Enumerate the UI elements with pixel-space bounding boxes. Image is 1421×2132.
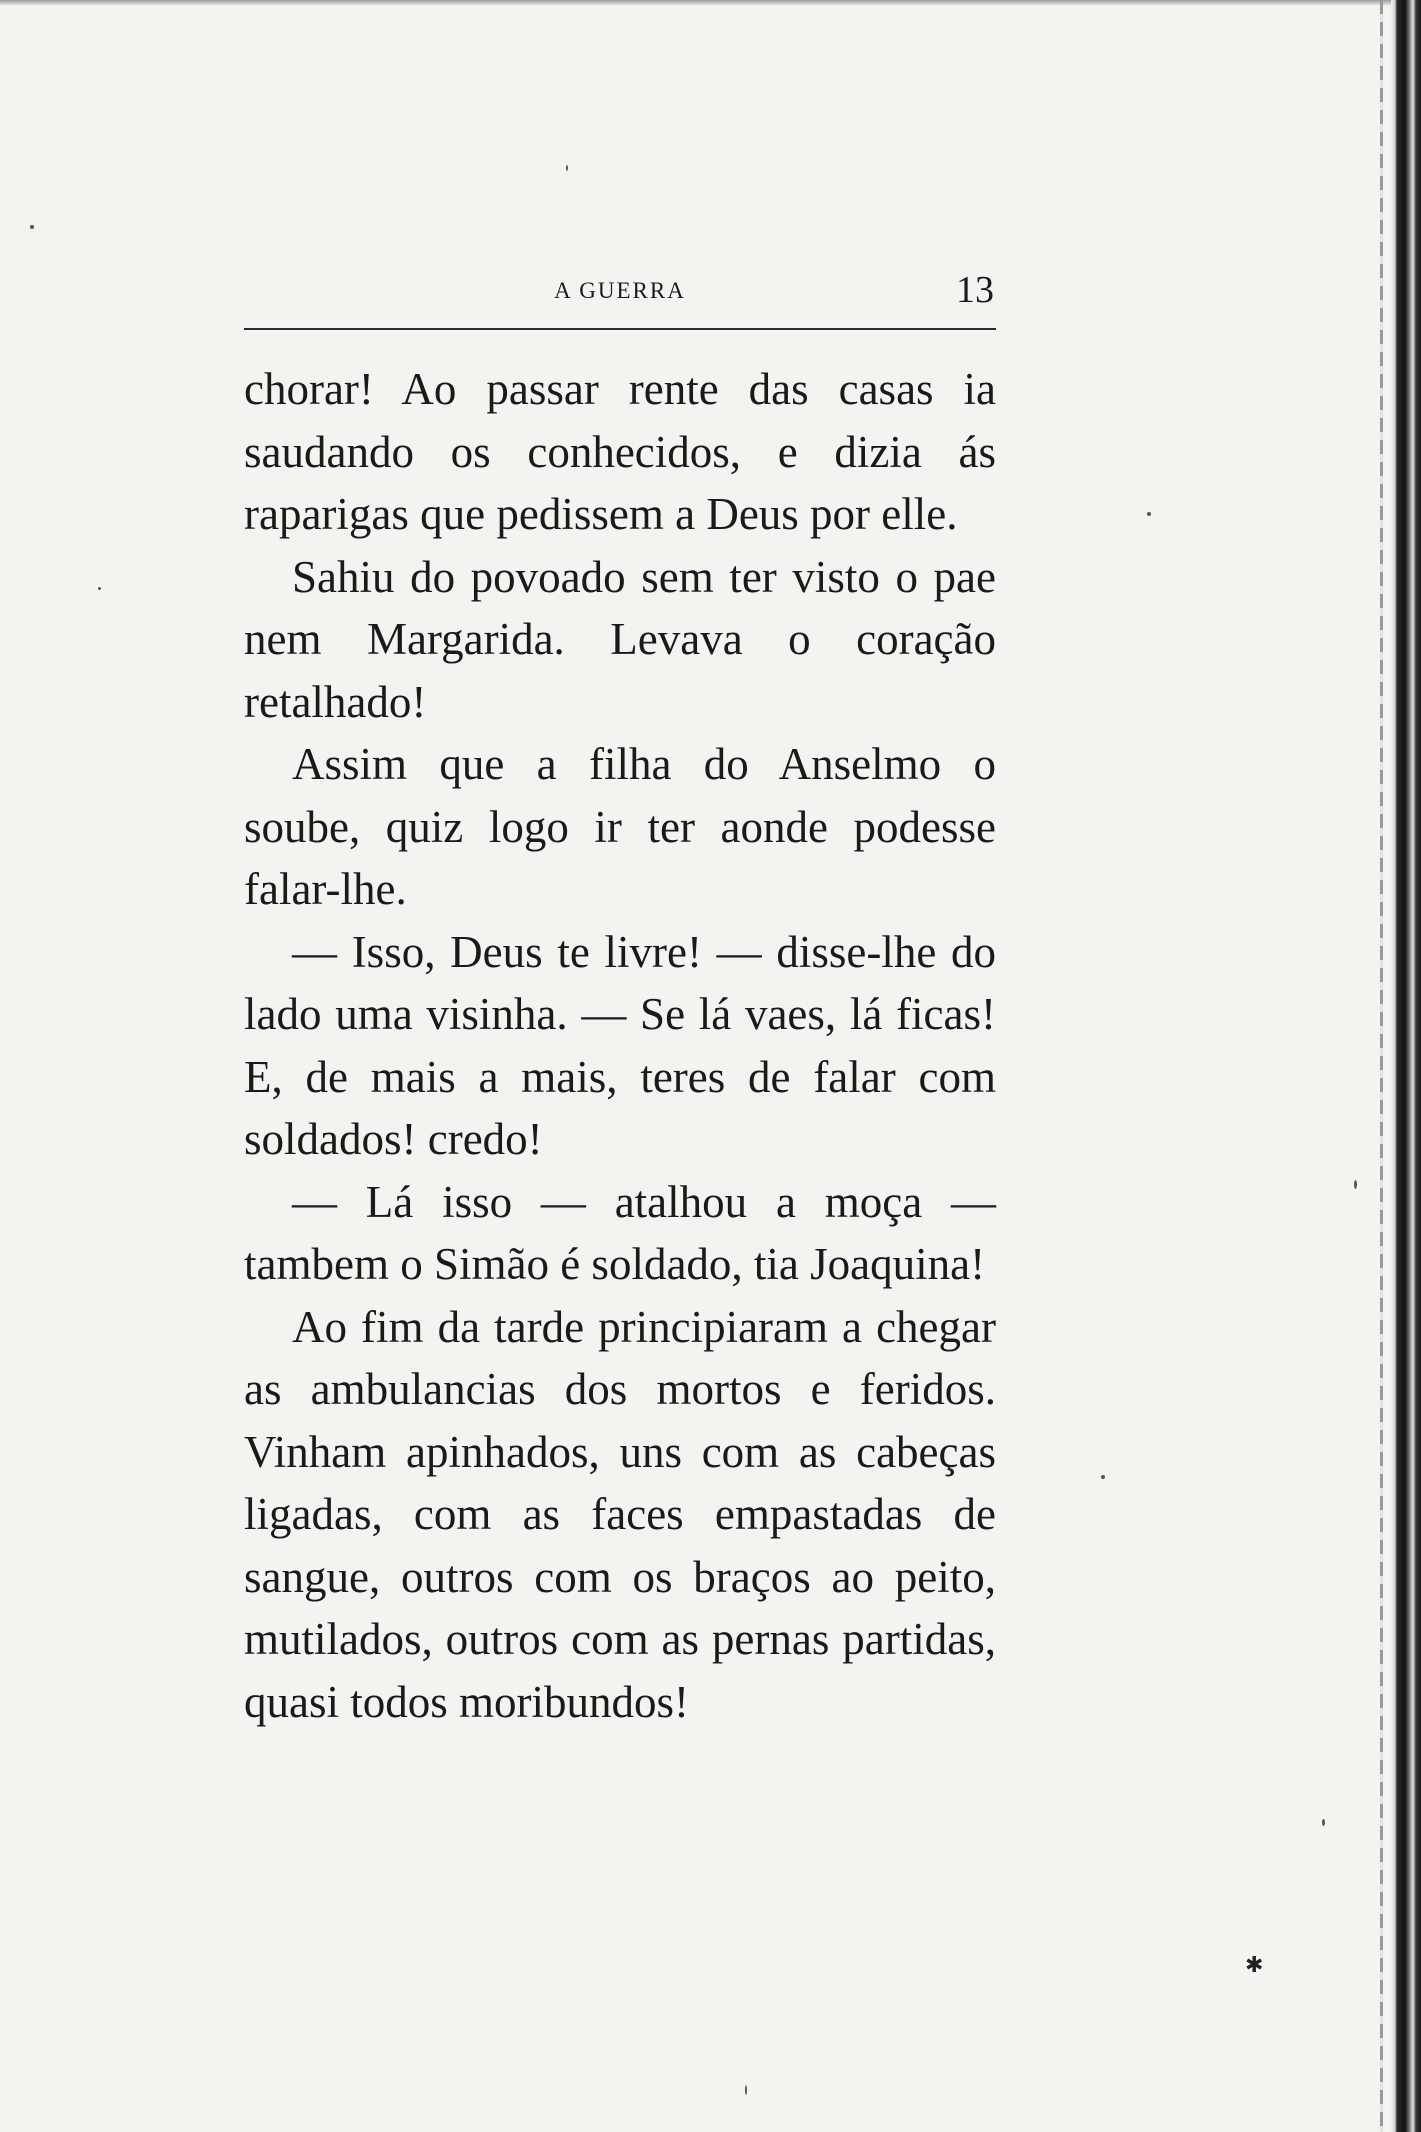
paragraph-4: — Isso, Deus te livre! — disse-lhe do lado uma visinha. — Se lá vaes, lá ficas! E, de mais a mais, teres de falar com soldados! credo! bbox=[244, 926, 996, 1164]
scan-speck bbox=[1101, 1475, 1105, 1479]
book-spine-edge bbox=[1391, 0, 1421, 2132]
scan-top-edge bbox=[0, 0, 1421, 6]
scan-speck bbox=[566, 165, 568, 171]
running-head bbox=[244, 268, 996, 318]
scan-speck bbox=[98, 587, 101, 590]
page-number: 13 bbox=[956, 269, 994, 311]
scan-speck bbox=[1354, 1180, 1357, 1189]
header-rule bbox=[244, 328, 996, 330]
scan-speck bbox=[1147, 512, 1151, 516]
scan-speck bbox=[745, 2085, 747, 2095]
paragraph-3: Assim que a filha do Anselmo o soube, quiz logo ir ter aonde podesse falar-lhe. bbox=[244, 739, 996, 914]
scan-blot-icon: ✱ bbox=[1245, 1952, 1264, 1977]
paragraph-2: Sahiu do povoado sem ter visto o pae nem Margarida. Levava o coração retalhado! bbox=[244, 551, 996, 727]
paragraph-5: — Lá isso — atalhou a moça — tambem o Simão é soldado, tia Joaquina! bbox=[244, 1176, 996, 1289]
scan-speck bbox=[30, 225, 34, 229]
paragraph-1: chorar! Ao passar rente das casas ia saudando os conhecidos, e dizia ás raparigas que pedissem a Deus por elle. bbox=[244, 364, 996, 539]
body-text bbox=[244, 358, 996, 1733]
book-spine-inner-edge bbox=[1380, 0, 1383, 2132]
paragraph-6: Ao fim da tarde principiaram a chegar as ambulancias dos mortos e feridos. Vinham apinhados, uns com as cabeças ligadas, com as faces empastadas de sangue, outros com os braços ao peito, mutilados, outros com as pernas partidas, quasi todos moribundos! bbox=[244, 1301, 996, 1727]
scan-speck bbox=[1322, 1819, 1325, 1826]
running-head-title: A GUERRA bbox=[554, 278, 686, 303]
